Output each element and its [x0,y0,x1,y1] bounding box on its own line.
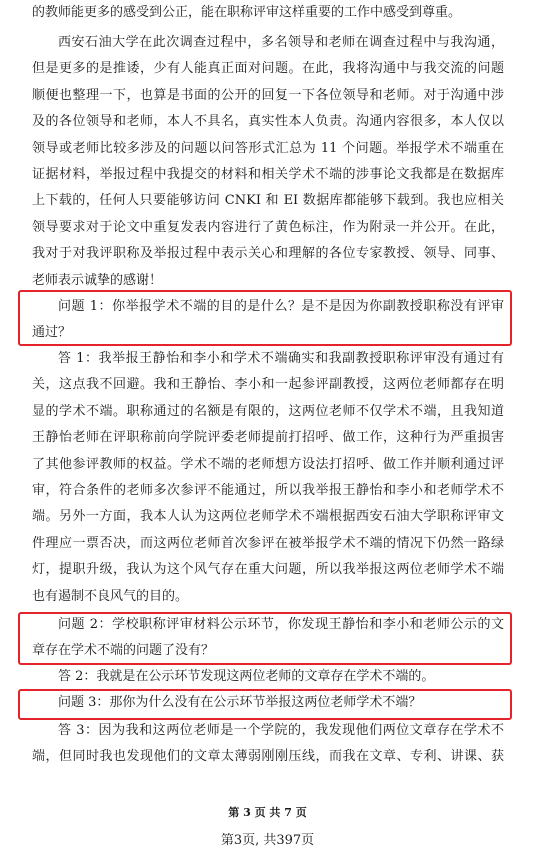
question-2 [32,612,504,665]
text-line: 显的学术不端。职称通过的名额是有限的，这两位老师不仅学术不端，且我知道 [32,403,504,419]
text-line: 但是更多的是推诿，少有人能真正面对问题。在此，我将沟通中与我交流的问题 [32,61,504,77]
question-1 [32,294,504,347]
answer-1 [32,346,504,610]
text-line: 了其他参评教师的权益。学术不端的老师想方设法打招呼、做工作并顺利通过评 [32,456,504,472]
question-3 [32,690,504,716]
paragraph-intro [32,30,504,294]
text-line: 王静怡老师在评职称前向学院评委老师提前打招呼、做工作，这种行为严重损害 [32,430,504,446]
text-line: 答 2：我就是在公示环节发现这两位老师的文章存在学术不端的。 [58,669,435,684]
text-line: 问题 3：那你为什么没有在公示环节举报这两位老师学术不端？ [58,695,422,710]
text-line: 证据材料，举报过程中我提交的材料和相关学术不端的涉事论文我都是在数据库 [32,167,504,183]
text-line: 通过？ [32,325,72,341]
answer-2 [32,664,504,690]
text-line: 端，但同时我也发现他们的文章太薄弱刚刚压线，而我在文章、专利、讲课、获 [32,749,504,765]
text-line: 也有遏制不良风气的目的。 [32,588,189,604]
text-line: 端。另外一方面，我本人认为这两位老师学术不端根据西安石油大学职称评审文 [32,509,504,525]
text-line: 老师表示诚挚的感谢！ [32,272,163,288]
text-line: 答 1：我举报王静怡和李小和学术不端确实和我副教授职称评审没有通过有 [58,351,504,366]
text-line: 领导要求对于论文中重复发表内容进行了黄色标注，作为附录一并公开。在此， [32,219,504,235]
text-line: 关，这点我不回避。我和王静怡、李小和一起参评副教授，这两位老师都存在明 [32,377,504,393]
text-line: 章存在学术不端的问题了没有？ [32,643,215,659]
text-line: 灯，提职升级，我认为这个风气存在重大问题，所以我举报这两位老师学术不端 [32,562,504,578]
text-line: 西安石油大学在此次调查过程中，多名领导和老师在调查过程中与我沟通， [58,35,504,50]
text-line: 答 3：因为我和这两位老师是一个学院的，我发现他们两位文章存在学术不 [58,723,504,738]
text-line: 上下载的，任何人只要能够访问 CNKI 和 EI 数据库都能够下载到。我也应相关 [32,193,504,209]
viewer-page-count: 第3页, 共397页 [220,833,315,848]
text-line: 顺便也整理一下，也算是书面的公开的回复一下各位领导和老师。对于沟通中涉 [32,87,504,103]
text-line: 问题 1：你举报学术不端的目的是什么？是不是因为你副教授职称没有评审 [58,299,504,314]
answer-3 [32,718,504,771]
text-line: 领导或老师比较多涉及的问题以问答形式汇总为 11 个问题。举报学术不端重在 [32,140,504,156]
page-number-footer: 第 3 页 共 7 页 [228,806,307,819]
text-line: 问题 2：学校职称评审材料公示环节，你发现王静怡和李小和老师公示的文 [58,617,504,632]
text-line: 的教师能更多的感受到公正，能在职称评审这样重要的工作中感受到尊重。 [32,5,462,20]
text-line: 我对于对我评职称及举报过程中表示关心和理解的各位专家教授、领导、同事、 [32,246,504,262]
text-line: 审，符合条件的老师多次参评不能通过，所以我举报王静怡和李小和老师学术不 [32,483,504,499]
text-line: 及的各位领导和老师，本人不具名，真实性本人负责。沟通内容很多，本人仅以 [32,114,504,130]
text-line: 件理应一票否决，而这两位老师首次参评在被举报学术不端的情况下仍然一路绿 [32,535,504,551]
paragraph-continuation [32,0,504,26]
